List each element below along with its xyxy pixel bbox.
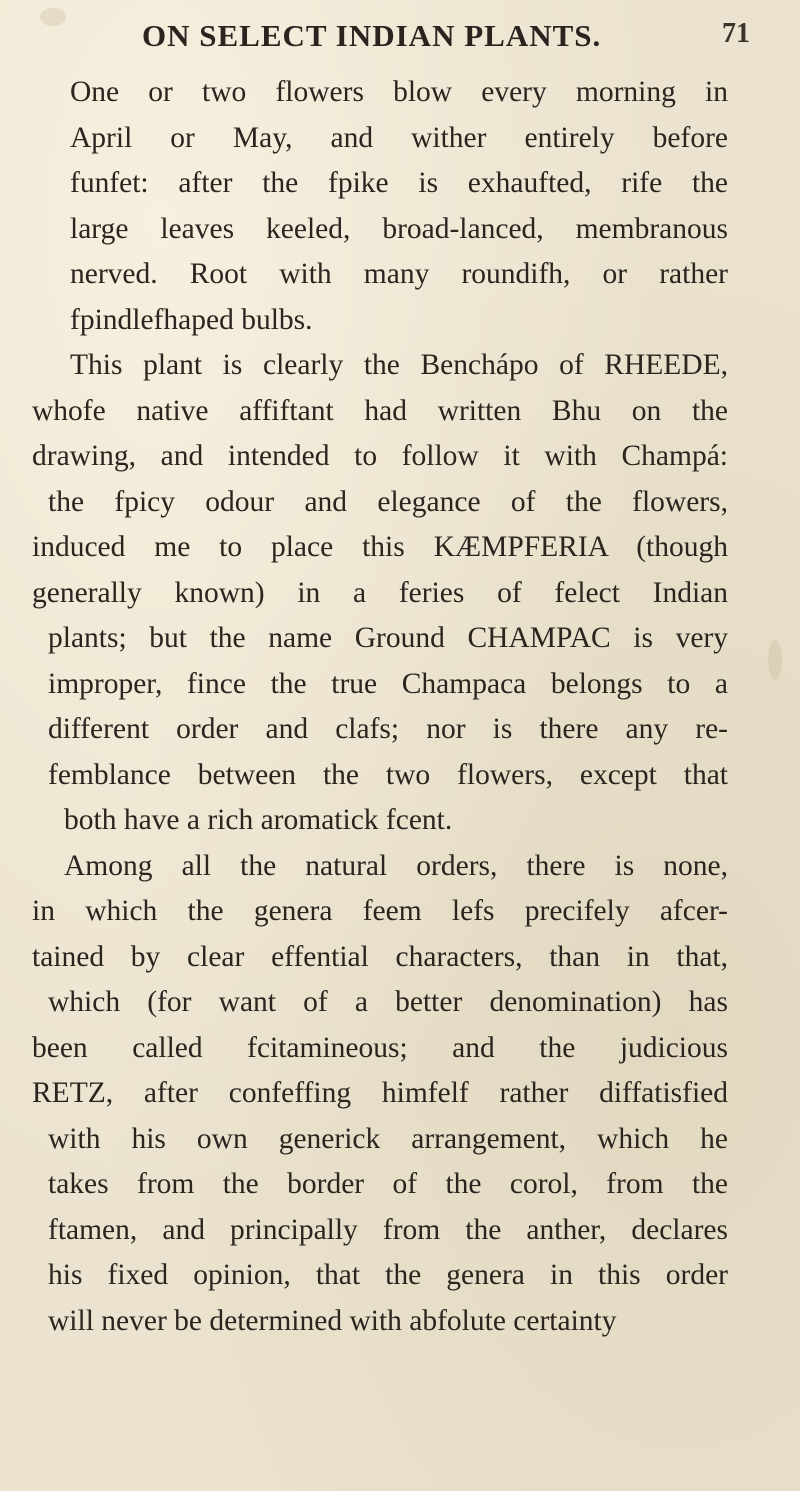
text-line: Among all the natural orders, there is none, bbox=[64, 849, 728, 882]
text-line: April or May, and wither entirely before bbox=[70, 121, 728, 154]
text-line: generally known) in a feries of felect Indian bbox=[32, 576, 728, 609]
text-line: femblance between the two flowers, except that bbox=[48, 758, 728, 791]
text-line: different order and clafs; nor is there any re- bbox=[48, 713, 728, 745]
body-text bbox=[32, 70, 728, 1344]
text-line: with his own generick arrangement, which he bbox=[48, 1122, 728, 1155]
text-line: drawing, and intended to follow it with Champá: bbox=[32, 440, 728, 472]
text-line: induced me to place this KÆMPFERIA (though bbox=[32, 531, 728, 563]
text-line: tained by clear effential characters, than in that, bbox=[32, 940, 728, 973]
running-head bbox=[0, 18, 800, 62]
text-line: large leaves keeled, broad-lanced, membranous bbox=[70, 212, 728, 245]
page-number: 71 bbox=[722, 18, 750, 49]
text-line: will never be determined with abfolute certainty bbox=[48, 1304, 617, 1337]
text-line: RETZ, after confeffing himfelf rather diffatisfied bbox=[32, 1077, 728, 1109]
text-line: fpindlefhaped bulbs. bbox=[70, 303, 313, 336]
text-line: One or two flowers blow every morning in bbox=[70, 76, 728, 108]
paragraph-3 bbox=[32, 844, 728, 1345]
text-line: funfet: after the fpike is exhaufted, rife the bbox=[70, 167, 728, 199]
running-title: ON SELECT INDIAN PLANTS. bbox=[142, 18, 602, 53]
paragraph-1 bbox=[70, 70, 728, 343]
text-line: which (for want of a better denomination) has bbox=[48, 986, 728, 1018]
text-line: plants; but the name Ground CHAMPAC is very bbox=[48, 622, 728, 654]
text-line: takes from the border of the corol, from the bbox=[48, 1168, 728, 1200]
text-line: whofe native affiftant had written Bhu on the bbox=[32, 394, 728, 427]
text-line: his fixed opinion, that the genera in this order bbox=[48, 1259, 728, 1291]
text-line: nerved. Root with many roundifh, or rather bbox=[70, 258, 728, 290]
paragraph-2 bbox=[32, 343, 728, 844]
text-line: been called fcitamineous; and the judicious bbox=[32, 1031, 728, 1064]
text-line: ftamen, and principally from the anther, declares bbox=[48, 1213, 728, 1246]
text-line: improper, fince the true Champaca belongs to a bbox=[48, 667, 728, 700]
text-line: the fpicy odour and elegance of the flowers, bbox=[48, 485, 728, 518]
paper-stain bbox=[768, 640, 782, 680]
text-line: This plant is clearly the Benchápo of RHEEDE, bbox=[70, 349, 728, 381]
text-line: both have a rich aromatick fcent. bbox=[64, 804, 453, 836]
text-line: in which the genera feem lefs precifely afcer- bbox=[32, 895, 728, 927]
